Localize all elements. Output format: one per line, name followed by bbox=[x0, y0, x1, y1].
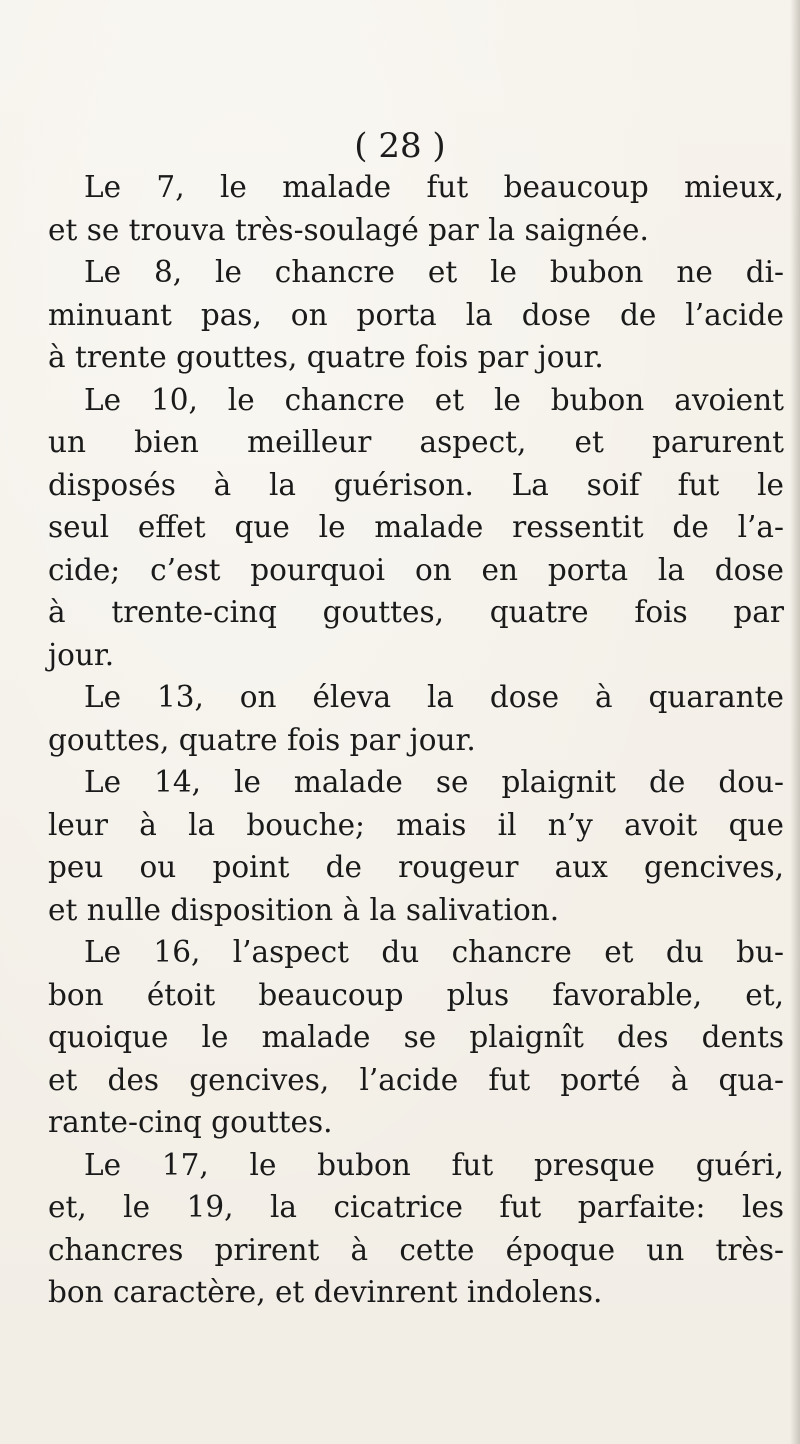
text-line: un bien meilleur aspect, et parurent bbox=[48, 425, 784, 459]
text-line: gouttes, quatre fois par jour. bbox=[48, 722, 476, 757]
text-line: rante-cinq gouttes. bbox=[48, 1105, 333, 1139]
text-line: Le 14, le malade se plaignit de dou- bbox=[84, 765, 784, 799]
text-line: chancres prirent à cette époque un très- bbox=[48, 1232, 784, 1267]
text-line: et se trouva très-soulagé par la saignée. bbox=[48, 212, 649, 247]
text-line: Le 10, le chancre et le bubon avoient bbox=[84, 382, 784, 417]
text-line: leur à la bouche; mais il n’y avoit que bbox=[48, 807, 784, 842]
text-line: à trente gouttes, quatre fois par jour. bbox=[48, 340, 604, 374]
text-line: peu ou point de rougeur aux gencives, bbox=[48, 850, 784, 884]
text-line: bon caractère, et devinrent indolens. bbox=[48, 1275, 603, 1309]
text-line: Le 16, l’aspect du chancre et du bu- bbox=[84, 935, 784, 969]
text-line: quoique le malade se plaignît des dents bbox=[48, 1020, 784, 1054]
text-line: jour. bbox=[48, 637, 115, 672]
body-text bbox=[48, 166, 784, 1314]
page-edge-shadow bbox=[790, 0, 800, 1444]
page-number: ( 28 ) bbox=[354, 126, 446, 166]
text-line: Le 7, le malade fut beaucoup mieux, bbox=[84, 170, 784, 204]
text-line: et des gencives, l’acide fut porté à qua- bbox=[48, 1062, 784, 1097]
text-line: minuant pas, on porta la dose de l’acide bbox=[48, 297, 784, 332]
text-line: Le 17, le bubon fut presque guéri, bbox=[84, 1147, 784, 1182]
text-line: cide; c’est pourquoi on en porta la dose bbox=[48, 552, 784, 587]
text-line: et, le 19, la cicatrice fut parfaite: les bbox=[48, 1190, 784, 1224]
text-line: bon étoit beaucoup plus favorable, et, bbox=[48, 977, 784, 1012]
text-line: à trente-cinq gouttes, quatre fois par bbox=[48, 595, 784, 629]
text-line: Le 8, le chancre et le bubon ne di- bbox=[84, 255, 784, 289]
text-line: et nulle disposition à la salivation. bbox=[48, 892, 560, 927]
text-line: Le 13, on éleva la dose à quarante bbox=[84, 680, 784, 714]
text-line: disposés à la guérison. La soif fut le bbox=[48, 467, 784, 502]
text-line: seul effet que le malade ressentit de l’a- bbox=[48, 510, 784, 544]
